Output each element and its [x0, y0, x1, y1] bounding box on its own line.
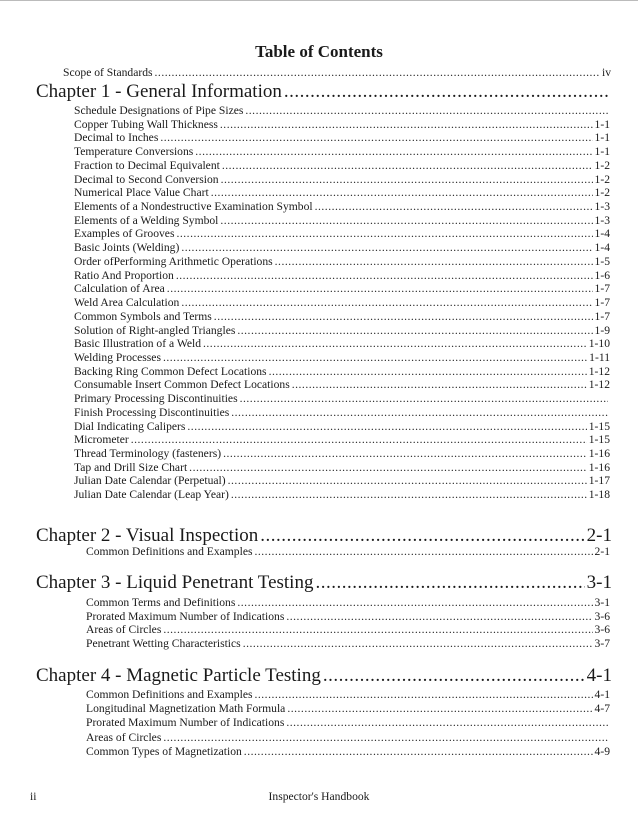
dot-leader [292, 378, 587, 391]
toc-entry[interactable] [86, 688, 610, 701]
toc-entry-label: Finish Processing Discontinuities [74, 406, 230, 419]
toc-entry-page: 1-7 [594, 282, 610, 295]
dot-leader [187, 420, 586, 433]
toc-entry[interactable] [74, 488, 610, 501]
toc-entry-page: 1-6 [594, 269, 610, 282]
toc-entry-page: 1-15 [588, 433, 610, 446]
page-title: Table of Contents [255, 42, 383, 61]
toc-entry-page: 1-2 [594, 173, 610, 186]
toc-entry-page: 1-12 [588, 378, 610, 391]
chapter-heading[interactable] [36, 572, 612, 594]
toc-entry-label: Common Definitions and Examples [86, 688, 253, 701]
dot-leader [254, 545, 592, 558]
toc-entry-page: 1-9 [594, 324, 610, 337]
dot-leader [214, 310, 593, 323]
dot-leader [131, 433, 587, 446]
toc-entry-label: Fraction to Decimal Equivalent [74, 159, 220, 172]
dot-leader [189, 461, 587, 474]
toc-entry-label: Basic Illustration of a Weld [74, 337, 201, 350]
toc-entry-label: Prorated Maximum Number of Indications [86, 610, 285, 623]
toc-entry-page: 1-11 [589, 351, 610, 364]
dot-leader [163, 731, 608, 744]
toc-entry[interactable] [74, 255, 610, 268]
dot-leader [163, 351, 587, 364]
toc-entry[interactable] [86, 623, 610, 636]
toc-entry-page: 3-6 [594, 610, 610, 623]
toc-entry-label: Schedule Designations of Pipe Sizes [74, 104, 244, 117]
toc-entry-page: 3-1 [594, 596, 610, 609]
toc-entry-page: 1-10 [588, 337, 610, 350]
toc-entry-page: 1-16 [588, 447, 610, 460]
toc-entry[interactable] [74, 227, 610, 240]
toc-entry[interactable] [74, 420, 610, 433]
toc-entry-scope[interactable] [63, 66, 611, 79]
toc-entry-page: 1-2 [594, 159, 610, 172]
toc-entry-label: Common Symbols and Terms [74, 310, 212, 323]
toc-entry-label: Numerical Place Value Chart [74, 186, 209, 199]
dot-leader [228, 474, 587, 487]
toc-entry[interactable] [86, 596, 610, 609]
toc-entry-page: iv [601, 66, 611, 79]
dot-leader [167, 282, 593, 295]
toc-entry[interactable] [74, 173, 610, 186]
toc-entry-label: Tap and Drill Size Chart [74, 461, 188, 474]
toc-entry[interactable] [74, 214, 610, 227]
chapter-heading-label: Chapter 3 - Liquid Penetrant Testing [36, 572, 314, 593]
dot-leader [254, 688, 592, 701]
dot-leader [315, 572, 584, 594]
dot-leader [287, 702, 592, 715]
toc-entry-label: Areas of Circles [86, 731, 162, 744]
toc-entry[interactable] [74, 159, 610, 172]
toc-entry[interactable] [74, 474, 610, 487]
toc-entry[interactable] [86, 545, 610, 558]
dot-leader [195, 145, 592, 158]
dot-leader [181, 241, 592, 254]
toc-entry-page: 1-1 [594, 118, 610, 131]
toc-entry-label: Areas of Circles [86, 623, 162, 636]
dot-leader [211, 186, 593, 199]
toc-entry-page: 1-1 [594, 145, 610, 158]
toc-entry-label: Backing Ring Common Defect Locations [74, 365, 267, 378]
toc-entry-label: Solution of Right-angled Triangles [74, 324, 236, 337]
toc-entry-page: 4-9 [594, 745, 610, 758]
toc-entry[interactable] [74, 310, 610, 323]
toc-entry-label: Julian Date Calendar (Leap Year) [74, 488, 229, 501]
toc-entry-page: 1-4 [594, 227, 610, 240]
dot-leader [223, 447, 587, 460]
toc-entry-page: 1-3 [594, 214, 610, 227]
toc-entry-label: Consumable Insert Common Defect Locations [74, 378, 290, 391]
toc-entry[interactable] [74, 337, 610, 350]
dot-leader [269, 365, 587, 378]
dot-leader [220, 118, 593, 131]
dot-leader [244, 745, 593, 758]
toc-entry-label: Decimal to Second Conversion [74, 173, 219, 186]
toc-entry-page: 1-3 [594, 200, 610, 213]
dot-leader [155, 66, 600, 79]
dot-leader [163, 623, 592, 636]
toc-entry-page: 3-6 [594, 623, 610, 636]
dot-leader [231, 406, 608, 419]
dot-leader [284, 81, 610, 103]
toc-entry-label: Dial Indicating Calipers [74, 420, 186, 433]
chapter-heading-label: Chapter 1 - General Information [36, 81, 282, 102]
toc-entry-page: 1-1 [594, 131, 610, 144]
toc-entry-label: Julian Date Calendar (Perpetual) [74, 474, 226, 487]
toc-entry[interactable] [74, 282, 610, 295]
chapter-heading[interactable] [36, 665, 612, 687]
toc-entry-page: 1-7 [594, 296, 610, 309]
dot-leader [286, 610, 592, 623]
toc-entry[interactable] [86, 610, 610, 623]
toc-entry-label: Weld Area Calculation [74, 296, 180, 309]
toc-entry-label: Prorated Maximum Number of Indications [86, 716, 285, 729]
dot-leader [260, 525, 584, 547]
toc-entry-label: Longitudinal Magnetization Math Formula [86, 702, 286, 715]
toc-entry-page: 4-7 [594, 702, 610, 715]
toc-entry-page: 1-2 [594, 186, 610, 199]
dot-leader [221, 173, 593, 186]
dot-leader [240, 392, 608, 405]
toc-entry[interactable] [74, 461, 610, 474]
toc-entry-page: 1-7 [594, 310, 610, 323]
toc-entry[interactable] [86, 716, 610, 729]
toc-entry-page: 2-1 [594, 545, 610, 558]
chapter-heading-label: Chapter 2 - Visual Inspection [36, 525, 259, 546]
toc-entry[interactable] [74, 378, 610, 391]
toc-entry-page: 1-17 [588, 474, 610, 487]
dot-leader [237, 596, 592, 609]
dot-leader [275, 255, 593, 268]
toc-entry-label: Common Definitions and Examples [86, 545, 253, 558]
toc-entry-label: Elements of a Nondestructive Examination Symbol [74, 200, 313, 213]
toc-entry-page: 1-4 [594, 241, 610, 254]
dot-leader [231, 488, 587, 501]
toc-entry-label: Temperature Conversions [74, 145, 194, 158]
toc-entry[interactable] [74, 104, 610, 117]
toc-entry-page: 3-7 [594, 637, 610, 650]
toc-entry-page: 1-18 [588, 488, 610, 501]
dot-leader [245, 104, 608, 117]
footer-page-number: ii [30, 790, 37, 803]
toc-entry[interactable] [86, 731, 610, 744]
dot-leader [176, 269, 593, 282]
dot-leader [315, 200, 593, 213]
dot-leader [203, 337, 587, 350]
toc-entry[interactable] [74, 145, 610, 158]
toc-entry[interactable] [86, 702, 610, 715]
toc-entry[interactable] [74, 269, 610, 282]
toc-entry-label: Penetrant Wetting Characteristics [86, 637, 241, 650]
footer-book-title: Inspector's Handbook [268, 790, 370, 803]
toc-entry-label: Welding Processes [74, 351, 161, 364]
chapter-page: 2-1 [586, 525, 612, 546]
toc-entry-page: 1-12 [588, 365, 610, 378]
toc-entry-label: Examples of Grooves [74, 227, 175, 240]
toc-entry[interactable] [74, 200, 610, 213]
toc-entry[interactable] [74, 392, 610, 405]
chapter-heading[interactable] [36, 81, 612, 103]
dot-leader [323, 665, 585, 687]
dot-leader [243, 637, 593, 650]
dot-leader [286, 716, 608, 729]
toc-entry-label: Copper Tubing Wall Thickness [74, 118, 218, 131]
toc-entry[interactable] [74, 351, 610, 364]
chapter-heading-label: Chapter 4 - Magnetic Particle Testing [36, 665, 321, 686]
toc-entry-label: Common Types of Magnetization [86, 745, 242, 758]
toc-entry-page: 4-1 [594, 688, 610, 701]
dot-leader [176, 227, 592, 240]
page-top-border [0, 0, 638, 1]
toc-entry[interactable] [74, 118, 610, 131]
dot-leader [160, 131, 592, 144]
toc-entry-label: Ratio And Proportion [74, 269, 174, 282]
toc-entry[interactable] [74, 324, 610, 337]
toc-entry[interactable] [86, 637, 610, 650]
toc-entry[interactable] [74, 365, 610, 378]
toc-entry[interactable] [74, 447, 610, 460]
toc-entry-page: 1-15 [588, 420, 610, 433]
toc-entry-label: Elements of a Welding Symbol [74, 214, 219, 227]
toc-entry-page: 1-16 [588, 461, 610, 474]
toc-entry-label: Order ofPerforming Arithmetic Operations [74, 255, 273, 268]
toc-entry[interactable] [74, 241, 610, 254]
chapter-heading[interactable] [36, 525, 612, 547]
toc-entry-label: Decimal to Inches [74, 131, 159, 144]
toc-entry[interactable] [86, 745, 610, 758]
chapter-page: 4-1 [586, 665, 612, 686]
toc-entry[interactable] [74, 186, 610, 199]
toc-entry-page: 1-5 [594, 255, 610, 268]
toc-entry-label: Scope of Standards [63, 66, 153, 79]
toc-entry[interactable] [74, 296, 610, 309]
chapter-page: 3-1 [586, 572, 612, 593]
dot-leader [181, 296, 592, 309]
toc-entry-label: Calculation of Area [74, 282, 165, 295]
toc-entry-label: Common Terms and Definitions [86, 596, 236, 609]
toc-entry[interactable] [74, 131, 610, 144]
dot-leader [222, 159, 593, 172]
dot-leader [220, 214, 592, 227]
toc-entry[interactable] [74, 406, 610, 419]
toc-entry-label: Basic Joints (Welding) [74, 241, 180, 254]
dot-leader [237, 324, 592, 337]
toc-entry-label: Primary Processing Discontinuities [74, 392, 238, 405]
toc-entry-label: Micrometer [74, 433, 129, 446]
toc-entry[interactable] [74, 433, 610, 446]
toc-entry-label: Thread Terminology (fasteners) [74, 447, 222, 460]
